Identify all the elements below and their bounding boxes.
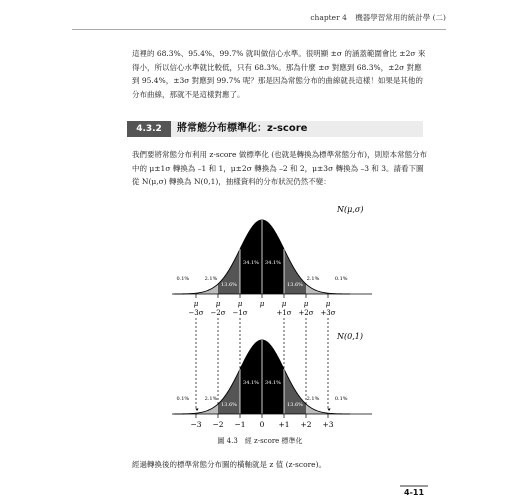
top-tick-mu: μ (259, 300, 265, 308)
bottom-tick-label: +2 (300, 420, 312, 429)
top-tick-mu: μ (281, 300, 287, 308)
pct-mid-left: 13.6% (221, 402, 237, 408)
top-tick-mu: μ (215, 300, 221, 308)
pct-center-right: 34.1% (265, 260, 281, 266)
pct-center-left: 34.1% (243, 380, 259, 386)
top-tick-mu: μ (193, 300, 199, 308)
pct-tail1-right: 0.1% (334, 276, 348, 282)
top-tick-sigma: +1σ (276, 309, 292, 317)
pct-tail1-right: 0.1% (334, 396, 348, 402)
top-tick-mu: μ (303, 300, 309, 308)
page-number: 4-11 (404, 488, 425, 497)
chapter-title: 機器學習常用的統計學 (二) (355, 13, 446, 22)
bottom-tick-label: −1 (234, 420, 246, 429)
pct-tail1-left: 0.1% (176, 396, 190, 402)
bottom-tick-label: +1 (278, 420, 290, 429)
paragraph-zscore: 我們要將常態分布利用 z-score 做標準化 (也就是轉換為標準常態分布)，則原本常態分布中的 μ±1σ 轉換為 –1 和 1，μ±2σ 轉換為 –2 和 2，μ±3σ 轉換為 –3 和 3。請看下圖從 N(μ,σ) 轉換為 N(0,1)，抽樣資料的分布狀況仍然不變： (132, 150, 428, 186)
section-title: 將常態分布標準化：z-score (177, 123, 308, 134)
top-tick-sigma: −2σ (210, 309, 226, 317)
pct-center-right: 34.1% (265, 380, 281, 386)
pct-mid-right: 13.6% (287, 402, 303, 408)
figure-svg (172, 205, 372, 432)
top-ticks-group (188, 294, 335, 317)
bottom-curve-group (174, 340, 350, 414)
pct-tail1-left: 0.1% (176, 276, 190, 282)
header-divider (72, 29, 446, 30)
top-tick-sigma: +3σ (320, 309, 336, 317)
top-tick-sigma: +2σ (298, 309, 314, 317)
pct-tail2-left: 2.1% (204, 396, 218, 402)
bottom-dist-label: N(0,1) (337, 332, 363, 341)
pct-mid-right: 13.6% (287, 282, 303, 288)
figure-caption: 圖 4.3 經 z-score 標準化 (217, 437, 303, 445)
pct-center-left: 34.1% (243, 260, 259, 266)
pct-tail2-right: 2.1% (306, 276, 320, 282)
top-dist-label: N(μ,σ) (337, 205, 364, 214)
paragraph-confidence: 這裡的 68.3%、95.4%、99.7% 就叫做信心水準。很明顯 ±σ 的涵蓋範圍會比 ±2σ 來得小，所以信心水準就比較低，只有 68.3%。那為什麼 ±σ 對應到 68.3%，±2σ 對應到 95.4%，±3σ 對應到 99.7% 呢？那是因為常態分布的曲線就長這樣！如果是其他的分布曲線，那就不是這樣對應了。 (132, 49, 426, 99)
chapter-label: chapter 4 (310, 13, 347, 22)
top-tick-sigma: −1σ (232, 309, 248, 317)
normal-distribution-figure (172, 205, 372, 436)
section-number: 4.3.2 (127, 121, 171, 137)
top-tick-mu: μ (237, 300, 243, 308)
pct-tail2-left: 2.1% (204, 276, 218, 282)
bottom-tick-label: −3 (190, 420, 202, 429)
pct-mid-left: 13.6% (221, 282, 237, 288)
top-tick-mu: μ (325, 300, 331, 308)
page-number-bar (400, 485, 428, 487)
bottom-tick-label: −2 (212, 420, 224, 429)
top-curve-group (174, 220, 350, 294)
bottom-ticks-group (190, 414, 333, 429)
bottom-tick-label: 0 (259, 420, 265, 429)
pct-tail2-right: 2.1% (306, 396, 320, 402)
running-header (304, 12, 446, 23)
paragraph-conclusion: 經過轉換後的標準常態分布圖的橫軸就是 z 值 (z-score)。 (132, 460, 327, 469)
bottom-tick-label: +3 (322, 420, 334, 429)
top-tick-sigma: −3σ (188, 309, 204, 317)
section-heading (127, 121, 423, 137)
